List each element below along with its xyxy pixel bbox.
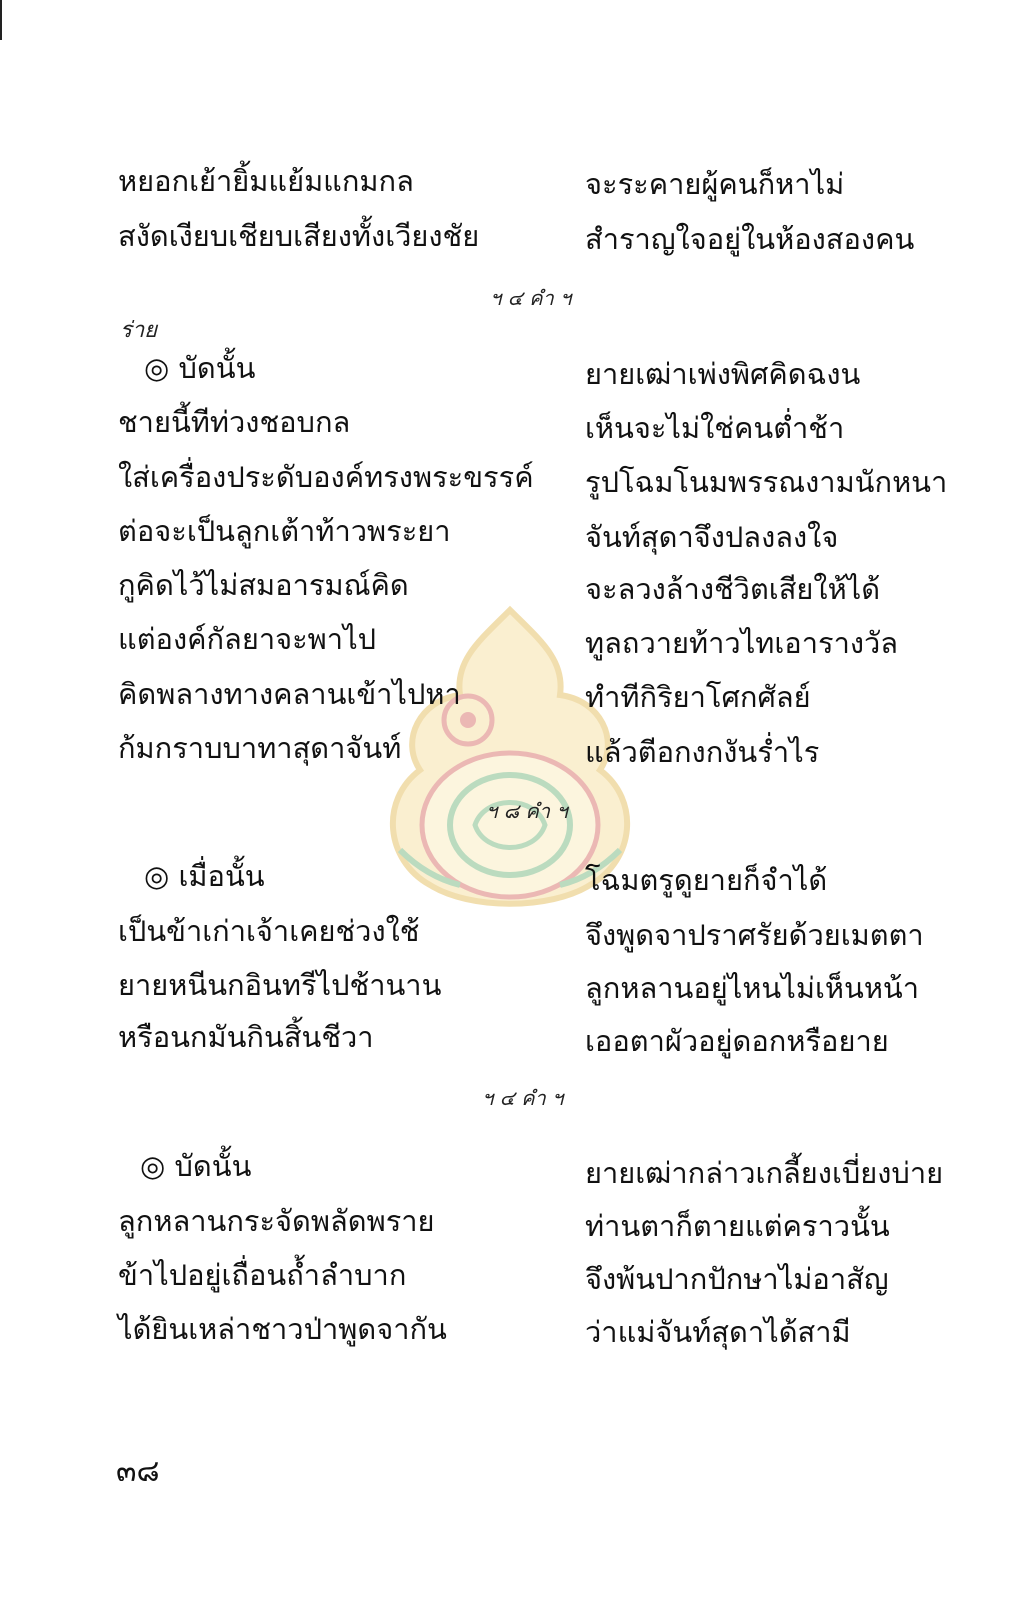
verse-line-left: ข้าไปอยู่เถื่อนถ้ำลำบาก xyxy=(118,1258,407,1292)
verse-line-right: จะระคายผู้คนก็หาไม่ xyxy=(585,167,845,201)
verse-line-left: ก้มกราบบาทาสุดาจันท์ xyxy=(118,731,402,765)
verse-line-right: ยายเฒ่ากล่าวเกลี้ยงเบี่ยงบ่าย xyxy=(585,1156,944,1190)
verse-line-left: ต่อจะเป็นลูกเต้าท้าวพระยา xyxy=(118,514,451,548)
verse-line-right: จึงพ้นปากปักษาไม่อาสัญ xyxy=(585,1262,889,1296)
verse-line-left: ลูกหลานกระจัดพลัดพราย xyxy=(118,1204,435,1238)
verse-line-right: ทำทีกิริยาโศกศัลย์ xyxy=(585,680,811,714)
verse-line-left: ◎ บัดนั้น xyxy=(144,351,256,385)
verse-line-right: ลูกหลานอยู่ไหนไม่เห็นหน้า xyxy=(585,971,920,1005)
verse-line-left: ได้ยินเหล่าชาวป่าพูดจากัน xyxy=(118,1312,447,1346)
verse-line-right: จันท์สุดาจึงปลงลงใจ xyxy=(585,520,839,554)
verse-line-left: ใส่เครื่องประดับองค์ทรงพระขรรค์ xyxy=(118,460,534,494)
verse-line-right: ท่านตาก็ตายแต่คราวนั้น xyxy=(585,1209,890,1243)
verse-line-right: จึงพูดจาปราศรัยด้วยเมตตา xyxy=(585,918,924,952)
verse-line-left: ◎ บัดนั้น xyxy=(140,1149,252,1183)
verse-line-left: เป็นข้าเก่าเจ้าเคยช่วงใช้ xyxy=(118,914,420,948)
verse-line-right: สำราญใจอยู่ในห้องสองคน xyxy=(585,222,915,256)
verse-line-left: หรือนกมันกินสิ้นชีวา xyxy=(118,1020,374,1054)
verse-line-left: กูคิดไว้ไม่สมอารมณ์คิด xyxy=(118,568,409,602)
section-label: ร่าย xyxy=(120,318,158,343)
verse-line-right: ทูลถวายท้าวไทเอารางวัล xyxy=(585,626,899,660)
verse-line-right: แล้วตีอกงกงันร่ำไร xyxy=(585,735,820,769)
verse-line-right: ยายเฒ่าเพ่งพิศคิดฉงน xyxy=(585,357,861,391)
stanza-divider: ฯ ๔ คำ ฯ xyxy=(482,1086,564,1110)
scan-edge-mark xyxy=(0,0,2,40)
verse-line-left: ◎ เมื่อนั้น xyxy=(144,859,265,893)
page-number: ๓๘ xyxy=(116,1454,160,1489)
verse-line-right: รูปโฉมโนมพรรณงามนักหนา xyxy=(585,465,948,499)
verse-line-right: เออตาผัวอยู่ดอกหรือยาย xyxy=(585,1024,889,1058)
verse-line-right: จะลวงล้างชีวิตเสียให้ได้ xyxy=(585,572,881,606)
verse-line-left: คิดพลางทางคลานเข้าไปหา xyxy=(118,677,461,711)
verse-line-left: ชายนี้ทีท่วงชอบกล xyxy=(118,405,351,439)
verse-line-left: แต่องค์กัลยาจะพาไป xyxy=(118,622,377,656)
verse-line-left: สงัดเงียบเชียบเสียงทั้งเวียงชัย xyxy=(118,219,480,253)
verse-line-right: ว่าแม่จันท์สุดาได้สามี xyxy=(585,1315,851,1349)
stanza-divider: ฯ ๔ คำ ฯ xyxy=(490,286,572,310)
verse-line-right: เห็นจะไม่ใช่คนต่ำช้า xyxy=(585,411,845,445)
verse-line-left: หยอกเย้ายิ้มแย้มแกมกล xyxy=(118,164,414,198)
verse-line-right: โฉมตรูดูยายก็จำได้ xyxy=(585,863,828,897)
verse-line-left: ยายหนีนกอินทรีไปช้านาน xyxy=(118,968,442,1002)
stanza-divider: ฯ ๘ คำ ฯ xyxy=(486,799,568,823)
